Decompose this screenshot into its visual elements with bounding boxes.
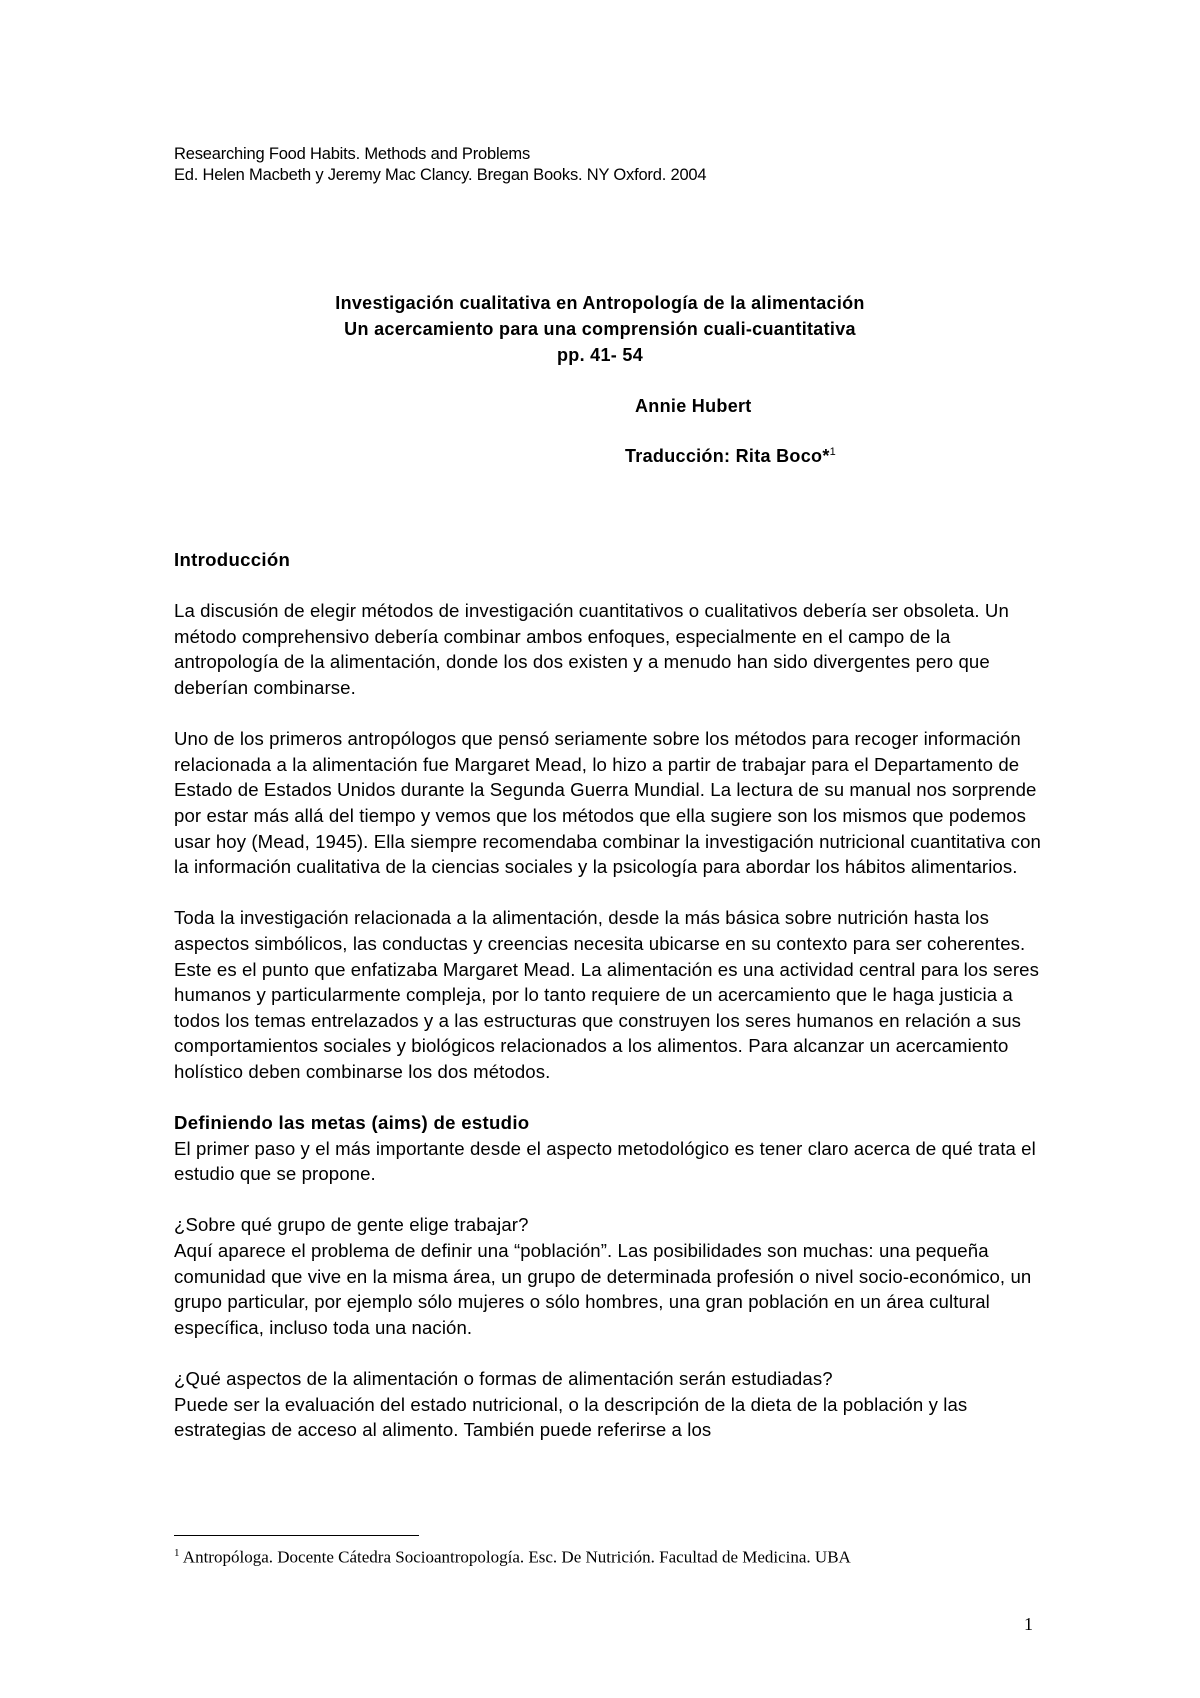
question: ¿Sobre qué grupo de gente elige trabajar? (174, 1214, 529, 1236)
section-heading-introduction: Introducción (174, 549, 291, 570)
footnote (174, 1542, 851, 1569)
paragraph: Toda la investigación relacionada a la alimentación, desde la más básica sobre nutrición hasta los aspectos simbólicos, las conductas y creencias necesita ubicarse en su contexto para ser coherentes. Este es el punto que enfatizaba Margaret Mead. La alimentación es una actividad central para los seres humanos y particularmente compleja, por lo tanto requiere de un acercamiento que le haga justicia a todos los temas entrelazados y a las estructuras que construyen los seres humanos en relación a sus comportamientos sociales y biológicos relacionados a los alimentos. Para alcanzar un acercamiento holístico deben combinarse los dos métodos. (174, 907, 1039, 1082)
paragraph: Aquí aparece el problema de definir una “población”. Las posibilidades son muchas: una pequeña comunidad que vive en la misma área, un grupo de determinada profesión o nivel socio-económico, un grupo particular, por ejemplo sólo mujeres o sólo hombres, una gran población en un área cultural específica, incluso toda una nación. (174, 1240, 1032, 1338)
footnote-reference[interactable]: 1 (829, 446, 837, 458)
paragraph: El primer paso y el más importante desde el aspecto metodológico es tener claro acerca de qué trata el estudio que se propone. (174, 1137, 1036, 1185)
source-citation (174, 144, 706, 186)
section-heading-aims: Definiendo las metas (aims) de estudio (174, 1112, 530, 1134)
translator-credit (625, 446, 836, 467)
article-title (150, 290, 1050, 368)
footnote-divider (174, 1535, 419, 1536)
body-text (174, 547, 1054, 1443)
footnote-text: Antropóloga. Docente Cátedra Socioantropología. Esc. De Nutrición. Facultad de Medicina. UBA (179, 1547, 851, 1567)
author-name: Annie Hubert (635, 396, 752, 416)
translator-text: Traducción: Rita Boco* (625, 446, 830, 466)
source-title: Researching Food Habits. Methods and Problems (174, 145, 531, 163)
paragraph: La discusión de elegir métodos de investigación cuantitativos o cualitativos debería ser obsoleta. Un método comprehensivo debería combinar ambos enfoques, especialmente en el campo de la antropología de la alimentación, donde los dos existen y a menudo han sido divergentes pero que deberían combinarse. (174, 600, 1009, 698)
paragraph: Uno de los primeros antropólogos que pensó seriamente sobre los métodos para recoger información relacionada a la alimentación fue Margaret Mead, lo hizo a partir de trabajar para el Departamento de Estado de Estados Unidos durante la Segunda Guerra Mundial. La lectura de su manual nos sorprende por estar más allá del tiempo y vemos que los métodos que ella sugiere son los mismos que podemos usar hoy (Mead, 1945). Ella siempre recomendaba combinar la investigación nutricional cuantitativa con la información cualitativa de la ciencias sociales y la psicología para abordar los hábitos alimentarios. (174, 728, 1042, 878)
source-editors: Ed. Helen Macbeth y Jeremy Mac Clancy. Bregan Books. NY Oxford. 2004 (174, 166, 707, 184)
page-range: pp. 41- 54 (556, 345, 644, 365)
question: ¿Qué aspectos de la alimentación o formas de alimentación serán estudiadas? (174, 1368, 833, 1389)
footnote-mark: 1 (174, 1547, 180, 1559)
title-line-1: Investigación cualitativa en Antropología de la alimentación (335, 293, 865, 313)
paragraph: Puede ser la evaluación del estado nutricional, o la descripción de la dieta de la población y las estrategias de acceso al alimento. También puede referirse a los (174, 1393, 968, 1441)
title-line-2: Un acercamiento para una comprensión cuali-cuantitativa (344, 319, 856, 339)
page-number: 1 (1024, 1614, 1033, 1634)
